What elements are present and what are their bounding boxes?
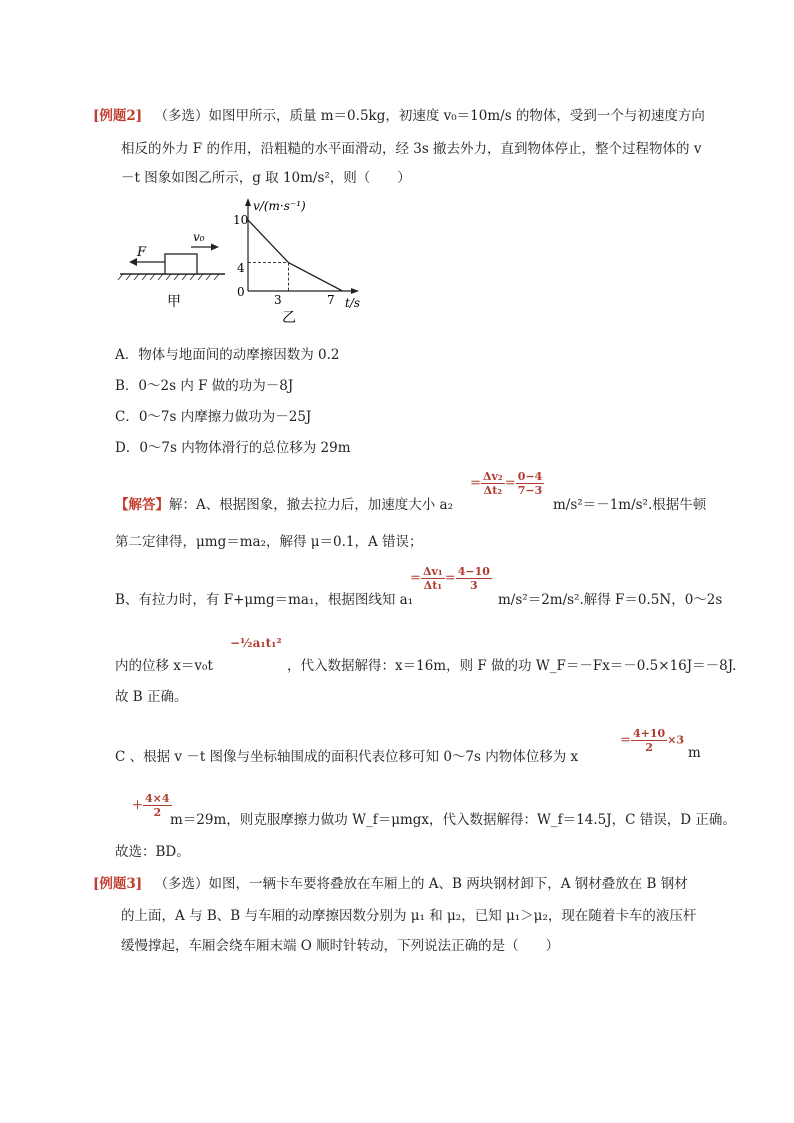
p3-frac2-den: 3 — [470, 579, 478, 592]
example2-line2: 相反的外力 F 的作用，沿粗糙的水平面滑动，经 3s 撤去外力，直到物体停止，整个过程物体的 v — [121, 141, 702, 157]
solution-p7-math: ＋ $\frac{4\times 4}{2}$ — [132, 792, 170, 819]
velocity-label: v₀ — [193, 230, 205, 244]
solution-p3-math: ＝ $\frac{\text{Δv₁}}{\text{Δt₁}}$ ＝ $\frac{4-10}{3}$ — [410, 565, 490, 592]
velocity-arrowhead — [211, 244, 219, 251]
solution-p5: 故 B 正确。 — [115, 689, 188, 705]
solution-p1b: m/s²＝－1m/s².根据牛顿 — [553, 497, 707, 513]
example2-line1: （多选）如图甲所示，质量 m＝0.5kg，初速度 v₀＝10m/s 的物体，受到一个与初速度方向 — [154, 108, 705, 124]
p1-frac1-den: Δt₂ — [483, 484, 503, 497]
force-label: F — [137, 245, 147, 260]
caption-yi: 乙 — [282, 310, 296, 324]
example3-label: [例题3] — [93, 876, 143, 892]
p3-frac1-num: Δv₁ — [423, 565, 443, 578]
solution-p4b: ，代入数据解得：x＝16m，则 F 做的功 W_F＝－Fx＝－0.5×16J＝－8J. — [287, 658, 737, 674]
solution-p3b: m/s²＝2m/s².解得 F＝0.5N，0～2s — [498, 592, 723, 608]
example3-line1: （多选）如图，一辆卡车要将叠放在车厢上的 A、B 两块钢材卸下，A 钢材叠放在 B 钢材 — [154, 876, 688, 892]
p3-frac2-num: 4−10 — [457, 565, 490, 578]
example3-line2: 的上面，A 与 B、B 与车厢的动摩擦因数分别为 μ₁ 和 μ₂，已知 μ₁＞μ₂，现在随着卡车的液压杆 — [121, 908, 697, 924]
solution-label: 【解答】 — [115, 497, 169, 513]
x-tick-7: 7 — [327, 293, 335, 307]
p1-frac1-num: Δv₂ — [483, 470, 503, 483]
origin-label: 0 — [237, 285, 245, 299]
solution-p2: 第二定律得，μmg＝ma₂，解得 μ＝0.1，A 错误； — [115, 534, 423, 550]
solution-p6-math: ＝ $\frac{4+10}{2}$ ×3 — [620, 727, 685, 754]
block — [165, 254, 197, 274]
solution-p7b: m＝29m，则克服摩擦力做功 W_f＝μmgx，代入数据解得：W_f＝14.5J，C 错误，D 正确。 — [170, 812, 736, 828]
solution-p4-math: −½a₁t₁² — [230, 636, 282, 650]
example3-block — [93, 872, 688, 892]
force-arrowhead — [129, 258, 137, 266]
option-c: C．0～7s 内摩擦力做功为－25J — [115, 409, 312, 425]
example3-line3: 缓慢撑起，车厢会绕车厢末端 O 顺时针转动，下列说法正确的是（ ） — [121, 938, 560, 954]
p7-frac-den: 2 — [153, 806, 162, 819]
option-b: B．0～2s 内 F 做的功为－8J — [115, 378, 294, 394]
solution-p1a: 解：A、根据图象，撤去拉力后，加速度大小 a₂ — [169, 497, 454, 513]
p1-frac2-num: 0−4 — [517, 470, 543, 483]
option-d: D．0～7s 内物体滑行的总位移为 29m — [115, 440, 351, 456]
p6-frac-num: 4+10 — [633, 727, 666, 740]
x-tick-3: 3 — [274, 293, 282, 307]
x-axis-label: t/s — [345, 296, 361, 310]
solution-p6-unit: m — [688, 745, 701, 761]
caption-jia: 甲 — [167, 294, 181, 310]
solution-p3a: B、有拉力时，有 F+μmg＝ma₁，根据图线知 a₁ — [115, 592, 414, 608]
y-axis-arrowhead — [245, 198, 251, 206]
p6-frac-den: 2 — [645, 741, 653, 754]
solution-p8: 故选：BD。 — [115, 844, 190, 860]
figure-jia — [115, 222, 235, 312]
solution-p1-math: ＝ $\frac{\text{Δv₂}}{\text{Δt₂}}$ ＝ $\frac{0-4}{7-3}$ — [470, 470, 543, 497]
ground-hatch — [118, 274, 219, 280]
example2-line3: －t 图象如图乙所示，g 取 10m/s²，则（ ） — [121, 170, 411, 186]
p7-frac-num: 4×4 — [145, 792, 170, 805]
y-axis-label: v/(m·s⁻¹) — [253, 199, 306, 213]
y-tick-10: 10 — [233, 213, 249, 227]
x-axis-arrowhead — [351, 288, 359, 294]
figure-yi — [225, 196, 375, 324]
option-a: A．物体与地面间的动摩擦因数为 0.2 — [115, 347, 340, 363]
example2-block — [93, 104, 705, 124]
y-tick-4: 4 — [237, 261, 245, 275]
p1-frac2-den: 7−3 — [517, 484, 543, 497]
solution-p6a: C 、根据 v －t 图像与坐标轴围成的面积代表位移可知 0～7s 内物体位移为 x — [115, 749, 579, 765]
p6-times: ×3 — [667, 733, 685, 747]
p3-frac1-den: Δt₁ — [423, 579, 443, 592]
vt-line — [248, 220, 343, 291]
solution-line1 — [115, 493, 453, 513]
solution-p4a: 内的位移 x＝v₀t — [115, 658, 213, 674]
example2-label: [例题2] — [93, 108, 143, 124]
